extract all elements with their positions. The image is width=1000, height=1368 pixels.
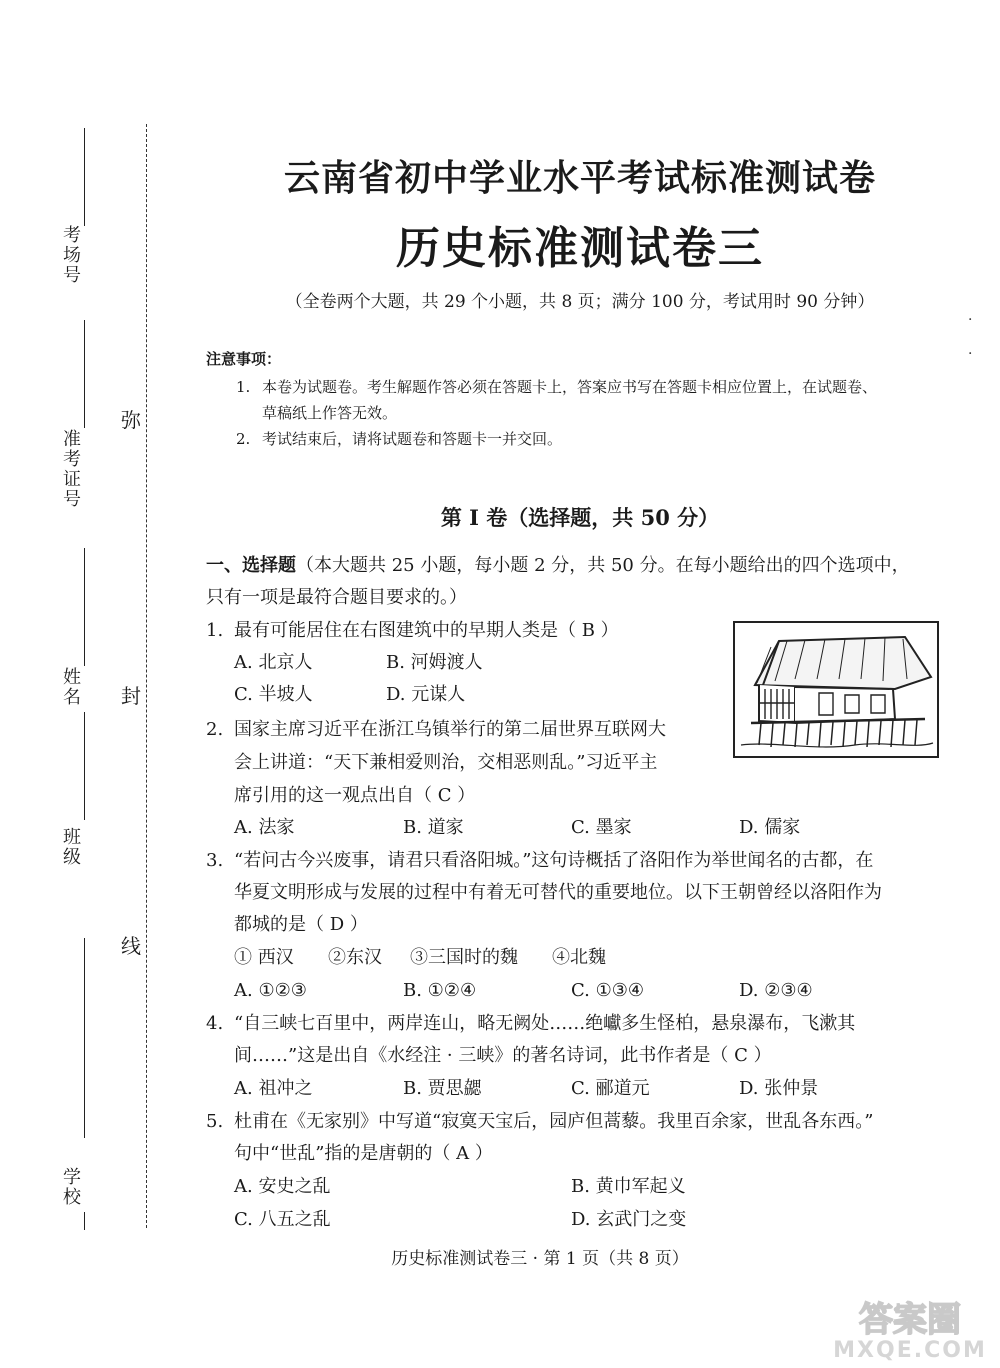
- choice-item: ④北魏: [552, 947, 606, 968]
- school-label: 学校: [63, 1167, 81, 1208]
- question-number: 1.: [206, 620, 224, 641]
- question-number: 2.: [206, 719, 224, 740]
- option: A. 安史之乱: [234, 1176, 331, 1197]
- section-title: 第 I 卷（选择题，共 50 分）: [440, 505, 720, 530]
- option: D. 张仲景: [739, 1078, 819, 1099]
- margin-line-1: [84, 128, 85, 226]
- watermark-domain: MXQE.COM: [833, 1338, 987, 1361]
- option: C. 墨家: [571, 817, 632, 838]
- option: C. 八五之乱: [234, 1209, 331, 1230]
- note-number: 2.: [236, 430, 251, 448]
- margin-line-6: [84, 1212, 85, 1230]
- seal-char-mi: 弥: [121, 408, 141, 432]
- choice-item: ②东汉: [328, 947, 382, 968]
- seal-dashed-line: [146, 124, 147, 1228]
- watermark-logo: [830, 1295, 990, 1361]
- exam-series-title: 云南省初中学业水平考试标准测试卷: [283, 157, 876, 199]
- option: A. 法家: [234, 817, 295, 838]
- option: A. ①②③: [234, 980, 307, 1001]
- note-text: 考试结束后，请将试题卷和答题卡一并交回。: [262, 430, 563, 448]
- question-stem: 间……”这是出自《水经注 · 三峡》的著名诗词，此书作者是（ C ）: [234, 1045, 772, 1066]
- question-stem: “若问古今兴废事，请君只看洛阳城。”这句诗概括了洛阳作为举世闻名的古都，在: [234, 850, 874, 871]
- note-text: 草稿纸上作答无效。: [262, 404, 398, 422]
- question-stem: 国家主席习近平在浙江乌镇举行的第二届世界互联网大: [234, 719, 666, 740]
- stilt-house-image: [733, 621, 939, 758]
- margin-line-2: [84, 320, 85, 428]
- option: D. ②③④: [739, 980, 813, 1001]
- section-intro-text: （本大题共 25 小题，每小题 2 分，共 50 分。在每小题给出的四个选项中，: [296, 555, 910, 576]
- question-stem: 最有可能居住在右图建筑中的早期人类是（ B ）: [234, 620, 619, 641]
- section-heading: 一、选择题: [206, 555, 296, 576]
- watermark-text: 答案圈: [859, 1300, 961, 1340]
- choice-item: ③三国时的魏: [410, 947, 518, 968]
- question-stem: 杜甫在《无家别》中写道“寂寞天宝后，园庐但蒿藜。我里百余家，世乱各东西。”: [234, 1111, 874, 1132]
- choice-item: ① 西汉: [234, 947, 294, 968]
- question-number: 4.: [206, 1013, 224, 1034]
- page-footer: 历史标准测试卷三 · 第 1 页（共 8 页）: [391, 1249, 689, 1269]
- option: B. 贾思勰: [403, 1078, 482, 1099]
- paper-title: 历史标准测试卷三: [396, 223, 764, 274]
- margin-line-5: [84, 938, 85, 1138]
- seal-char-xian: 线: [121, 934, 141, 958]
- question-stem: 都城的是（ D ）: [234, 914, 368, 935]
- question-stem: 句中“世乱”指的是唐朝的（ A ）: [234, 1143, 493, 1164]
- option: C. 郦道元: [571, 1078, 650, 1099]
- question-number: 5.: [206, 1111, 224, 1132]
- exam-room-label: 考场号: [63, 225, 81, 286]
- option: B. 河姆渡人: [386, 652, 483, 673]
- class-label: 班级: [63, 827, 81, 868]
- question-stem: 华夏文明形成与发展的过程中有着无可替代的重要地位。以下王朝曾经以洛阳作为: [234, 882, 882, 903]
- option: C. 半坡人: [234, 684, 313, 705]
- margin-dot: ·: [968, 346, 973, 362]
- option: D. 儒家: [739, 817, 801, 838]
- option: A. 祖冲之: [234, 1078, 313, 1099]
- note-item: [236, 426, 956, 452]
- notes-title: 注意事项：: [206, 350, 282, 368]
- option: D. 玄武门之变: [571, 1209, 687, 1230]
- note-item: [236, 374, 956, 426]
- note-number: 1.: [236, 378, 251, 396]
- seal-char-feng: 封: [121, 684, 141, 708]
- option: B. 道家: [403, 817, 464, 838]
- option: B. ①②④: [403, 980, 477, 1001]
- section-intro: [206, 555, 910, 577]
- question-stem: 会上讲道：“天下兼相爱则治，交相恶则乱。”习近平主: [234, 752, 658, 773]
- note-text: 本卷为试题卷。考生解题作答必须在答题卡上，答案应书写在答题卡相应位置上，在试题卷、: [262, 378, 878, 396]
- option: C. ①③④: [571, 980, 644, 1001]
- question-stem: “自三峡七百里中，两岸连山，略无阙处……绝巘多生怪柏，悬泉瀑布，飞漱其: [234, 1013, 856, 1034]
- margin-dot: ·: [968, 312, 973, 328]
- section-intro-text: 只有一项是最符合题目要求的。）: [206, 587, 467, 608]
- name-label: 姓名: [63, 667, 81, 708]
- option: B. 黄巾军起义: [571, 1176, 686, 1197]
- option: A. 北京人: [234, 652, 313, 673]
- stilt-house-drawing: [735, 623, 937, 756]
- question-stem: 席引用的这一观点出自（ C ）: [234, 785, 476, 806]
- paper-info: （全卷两个大题，共 29 个小题，共 8 页；满分 100 分，考试用时 90 分钟）: [285, 292, 875, 312]
- margin-line-4: [84, 712, 85, 820]
- question-number: 3.: [206, 850, 224, 871]
- option: D. 元谋人: [386, 684, 466, 705]
- admission-number-label: 准考证号: [63, 429, 81, 510]
- margin-line-3: [84, 548, 85, 666]
